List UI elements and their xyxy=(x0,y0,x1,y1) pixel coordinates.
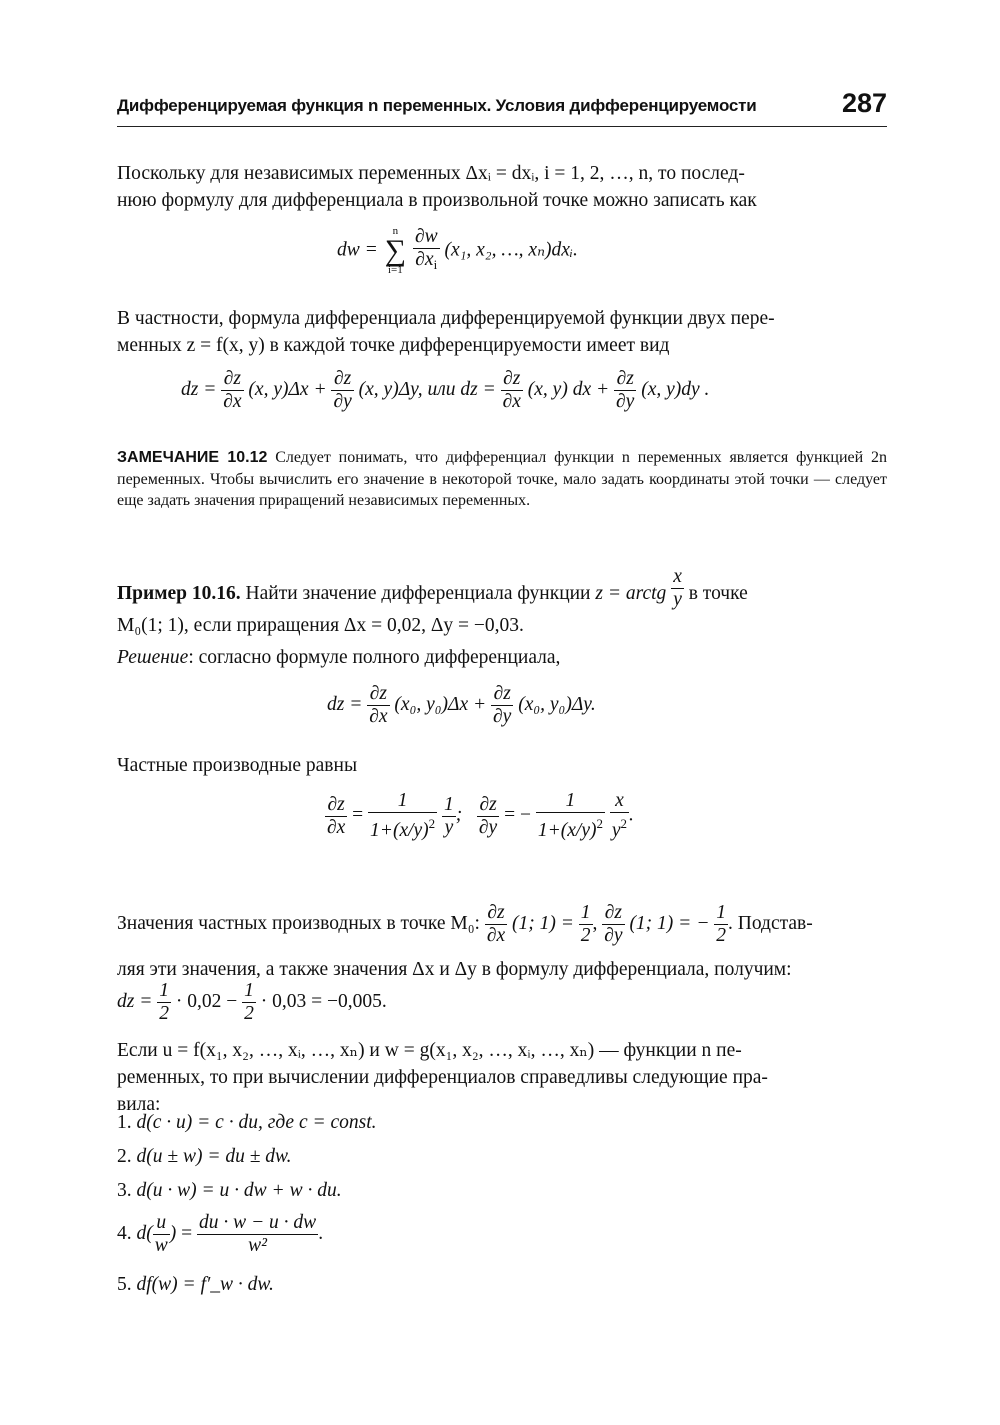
solution-label: Решение xyxy=(117,647,189,668)
page-number: 287 xyxy=(841,88,887,118)
dw-lhs: dw = xyxy=(337,239,378,261)
dz-two-part-b: (x, y)Δy, или dz = xyxy=(358,378,496,400)
rule-3 xyxy=(117,1180,342,1202)
frac-dw-dxi: $\frac{\partial w}{\partial x_i}$ xyxy=(414,226,438,272)
example-text: Найти значение дифференциала функции xyxy=(245,583,591,604)
dz-two-part-d: (x, y)dy . xyxy=(641,378,710,400)
values-line2: ляя эти значения, а также значения Δx и Δy в формулу дифференциала, получим: xyxy=(117,959,792,980)
formula-dz-two: dz = $\frac{\partial z}{\partial x}$ (x, y)Δx + $\frac{\partial z}{\partial y}$ (x, y)Δy, или dz = $\frac{\partial z}{\partial x}$ (x, y) dx + $\frac{\partial z}{\partial y}$ (x, y)dy . xyxy=(181,368,710,412)
result-part-b: · 0,03 = −0,005. xyxy=(260,990,387,1012)
rule-number: 4. xyxy=(117,1222,132,1244)
rule-2 xyxy=(117,1146,292,1168)
sum-symbol: n ∑ i=1 xyxy=(384,225,407,276)
solution-text: : согласно формуле полного дифференциала, xyxy=(188,647,561,668)
paragraph-2 xyxy=(117,305,887,359)
dz-point-part-b: (x₀, y₀)Δy. xyxy=(518,693,596,715)
dz-point-part-a: (x₀, y₀)Δx + xyxy=(394,693,487,715)
rule-number: 3. xyxy=(117,1180,132,1201)
rule4-numerator: du · w − u · dw xyxy=(199,1212,317,1233)
running-header xyxy=(117,88,887,127)
p3-line1: Если u = f(x₁, x₂, …, xᵢ, …, xₙ) и w = g(x₁, x₂, …, xᵢ, …, xₙ) — функции n пе- xyxy=(117,1040,742,1061)
remark-10-12 xyxy=(117,447,887,512)
example-point: в точке xyxy=(688,583,748,604)
solution-line xyxy=(117,644,887,671)
dw-rhs: (x₁, x₂, …, xₙ)dxᵢ. xyxy=(444,239,578,261)
value-dzdx: (1; 1) = xyxy=(512,912,574,934)
paragraph-3 xyxy=(117,1037,887,1118)
rule-text: d(u · w) = u · dw + w · du. xyxy=(136,1180,342,1201)
rule-1 xyxy=(117,1112,377,1134)
rule-text: d(c · u) = c · du, где c = const. xyxy=(136,1112,377,1133)
formula-result: dz = $\frac{1}{2}$ · 0,02 − $\frac{1}{2}$ · 0,03 = −0,005. xyxy=(117,980,387,1024)
remark-label: ЗАМЕЧАНИЕ 10.12 xyxy=(117,449,268,466)
values-intro: Значения частных производных в точке M₀: xyxy=(117,912,480,934)
frac-x-y: $\frac{x}{y}$ xyxy=(673,566,682,610)
values-tail: Подстав- xyxy=(737,912,813,934)
dz-two-part-c: (x, y) dx + xyxy=(527,378,610,400)
result-part-a: · 0,02 − xyxy=(175,990,238,1012)
example-line2: M₀(1; 1), если приращения Δx = 0,02, Δy = −0,03. xyxy=(117,615,524,636)
rule-number: 1. xyxy=(117,1112,132,1133)
rule-5 xyxy=(117,1274,274,1296)
arctg-lhs: z = arctg xyxy=(595,583,667,604)
p3-line2: ременных, то при вычислении дифференциалов справедливы следующие пра- xyxy=(117,1067,768,1088)
running-title: Дифференцируемая функция n переменных. Условия дифференцируемости xyxy=(117,96,757,115)
rule-number: 2. xyxy=(117,1146,132,1167)
rule-text: = xyxy=(181,1222,193,1244)
p2-line1: В частности, формула дифференциала дифференцируемой функции двух пере- xyxy=(117,308,775,329)
values-line: Значения частных производных в точке M₀: $\frac{\partial z}{\partial x}$ (1; 1) = $\frac{1}{2}$ , $\frac{\partial z}{\partial y}$ (1; 1) = − $\frac{1}{2}$ . Подстав- xyxy=(117,902,813,946)
formula-partials: $\frac{\partial z}{\partial x}$ = $\frac{1}{1+(x/y)^2}$ $\frac{1}{y}$ ; $\frac{\partial z}{\partial y}$ = − $\frac{1}{1+(x/y)^2}$ $\frac{x}{y^2}$ . xyxy=(327,790,634,841)
rule-number: 5. xyxy=(117,1274,132,1295)
rule-text: df(w) = f′_w · dw. xyxy=(136,1274,274,1295)
formula-dw-sum xyxy=(337,226,578,276)
dz-two-part-a: (x, y)Δx + xyxy=(248,378,327,400)
paragraph-1 xyxy=(117,160,887,214)
p3-line3: вила: xyxy=(117,1094,161,1115)
value-dzdy: (1; 1) = − xyxy=(629,912,710,934)
example-label: Пример 10.16. xyxy=(117,583,241,604)
rule-text: d(u ± w) = du ± dw. xyxy=(136,1146,292,1167)
example-line1 xyxy=(117,566,887,611)
formula-dz-point: dz = $\frac{\partial z}{\partial x}$ (x₀, y₀)Δx + $\frac{\partial z}{\partial y}$ (x₀, y₀)Δy. xyxy=(327,683,596,727)
p1-line2: нюю формулу для дифференциала в произвольной точке можно записать как xyxy=(117,190,757,211)
result-lhs: dz = xyxy=(117,990,153,1012)
rule4-denominator: w² xyxy=(248,1235,268,1256)
partials-intro: Частные производные равны xyxy=(117,755,358,776)
p1-line1: Поскольку для независимых переменных Δxᵢ = dxᵢ, i = 1, 2, …, n, то послед- xyxy=(117,163,745,184)
rule-4: 4. d( $\frac{u}{w}$ ) = $\frac{du \cdot w - u \cdot dw}{\text{w²}}$ . xyxy=(117,1212,324,1256)
remark-text: Следует понимать, что дифференциал функции n переменных является функцией 2n переменных. Чтобы вычислить его значение в некоторой точке, мало задать координаты этой точки — следует еще задать значения приращений независимых переменных. xyxy=(117,449,887,509)
p2-line2: менных z = f(x, y) в каждой точке дифференцируемости имеет вид xyxy=(117,335,670,356)
